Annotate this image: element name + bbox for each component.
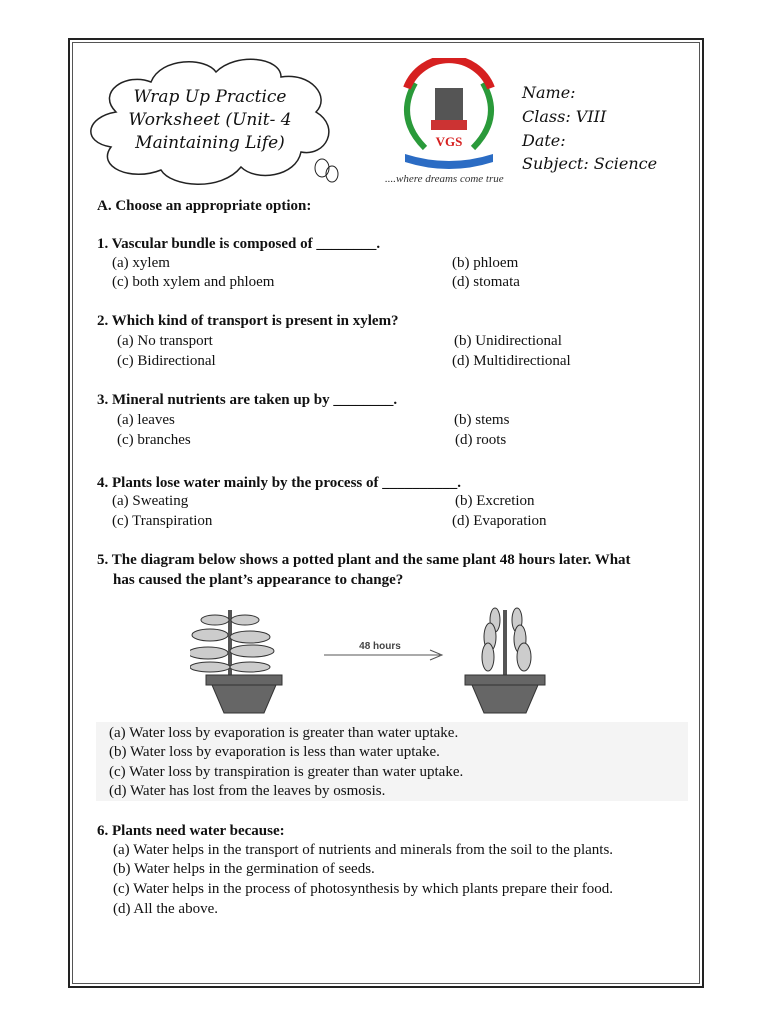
option: (d) stomata: [452, 274, 520, 290]
option: (c) Water helps in the process of photosynthesis by which plants prepare their food.: [113, 881, 614, 897]
date-field: Date:: [522, 131, 566, 150]
option: (b) stems: [454, 412, 510, 428]
option: (c) Bidirectional: [117, 353, 216, 369]
option: (c) both xylem and phloem: [112, 274, 275, 290]
class-field: Class: VIII: [522, 107, 607, 126]
title-line: Wrap Up Practice: [133, 87, 287, 107]
option: (a) leaves: [117, 412, 175, 428]
name-field: Name:: [522, 83, 576, 102]
question-2: 2. Which kind of transport is present in xylem?: [97, 313, 399, 329]
option: (b) Excretion: [455, 493, 535, 509]
option: (b) Water loss by evaporation is less than water uptake.: [109, 744, 440, 760]
title-line: Worksheet (Unit- 4: [128, 110, 292, 130]
wilted-plant-icon: [465, 608, 545, 713]
plant-diagram: [190, 605, 570, 715]
option: (b) phloem: [452, 255, 519, 271]
subject-field: Subject: Science: [522, 154, 658, 173]
option: (d) Water has lost from the leaves by osmosis.: [109, 783, 386, 799]
option: (d) roots: [455, 432, 507, 448]
section-heading: A. Choose an appropriate option:: [97, 198, 312, 214]
title-line: Maintaining Life): [135, 133, 285, 153]
option: (d) Multidirectional: [452, 353, 571, 369]
option: (a) xylem: [112, 255, 170, 271]
option: (c) Transpiration: [112, 513, 213, 529]
option: (b) Unidirectional: [454, 333, 562, 349]
question-6: 6. Plants need water because:: [97, 823, 285, 839]
question-4: 4. Plants lose water mainly by the process of __________.: [97, 475, 462, 491]
logo-abbr: VGS: [435, 134, 463, 149]
option: (d) All the above.: [113, 901, 218, 917]
question-5: 5. The diagram below shows a potted plant and the same plant 48 hours later. What: [97, 552, 631, 568]
option: (b) Water helps in the germination of seeds.: [113, 861, 375, 877]
school-logo: [385, 58, 513, 188]
question-1: 1. Vascular bundle is composed of ________.: [97, 236, 381, 252]
worksheet-title: [120, 86, 300, 155]
option: (d) Evaporation: [452, 513, 547, 529]
diagram-label: 48 hours: [359, 641, 401, 652]
option: (c) branches: [117, 432, 191, 448]
option: (a) No transport: [117, 333, 213, 349]
option: (c) Water loss by transpiration is greater than water uptake.: [109, 764, 464, 780]
healthy-plant-icon: [190, 610, 282, 713]
option: (a) Sweating: [112, 493, 189, 509]
logo-tagline: ....where dreams come true: [385, 173, 504, 185]
question-3: 3. Mineral nutrients are taken up by ________.: [97, 392, 398, 408]
option: (a) Water loss by evaporation is greater than water uptake.: [109, 725, 459, 741]
option: (a) Water helps in the transport of nutrients and minerals from the soil to the plants.: [113, 842, 614, 858]
question-5-cont: has caused the plant’s appearance to change?: [113, 572, 404, 588]
